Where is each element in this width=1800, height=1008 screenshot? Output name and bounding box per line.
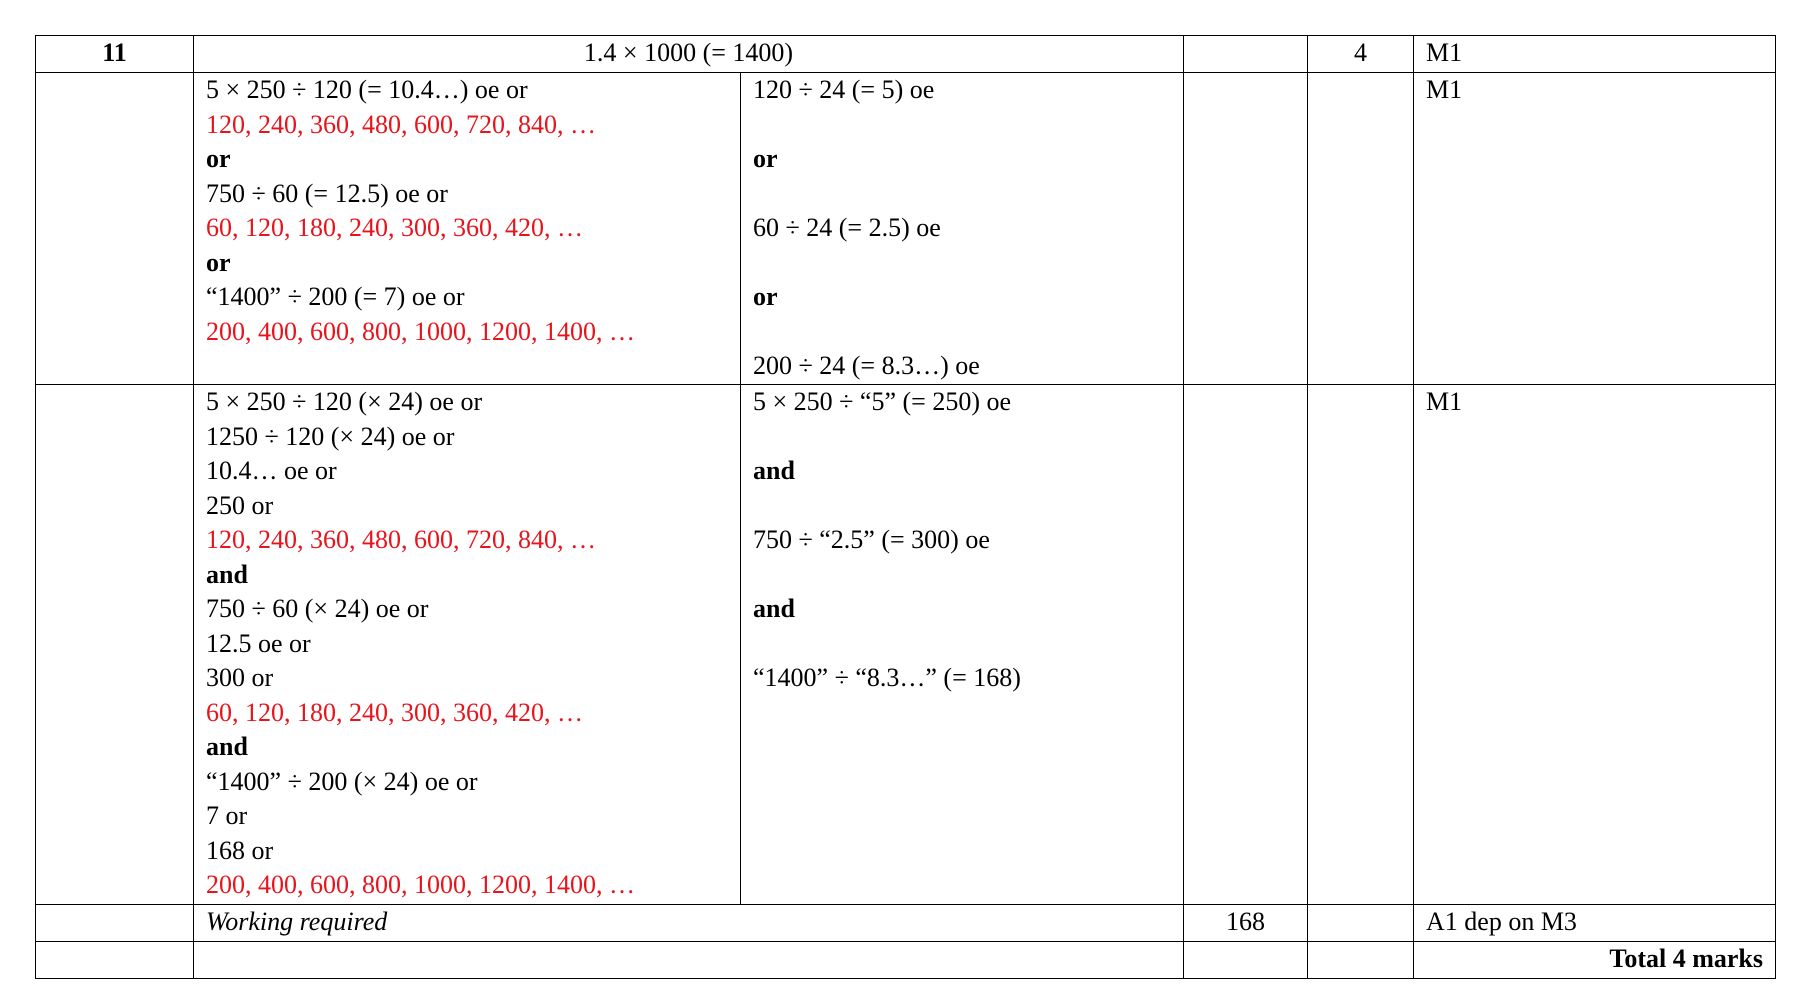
- working-line: “1400” ÷ 200 (× 24) oe or: [206, 766, 478, 796]
- working-line: “1400” ÷ 200 (= 7) oe or: [206, 282, 465, 311]
- working-line: 10.4… oe or: [206, 456, 337, 485]
- working-line: 12.5 oe or: [206, 628, 311, 658]
- working-line: 300 or: [206, 663, 274, 692]
- answer-cell-empty: [1184, 942, 1308, 979]
- working-line: [753, 177, 1171, 212]
- mark-code: M1: [1414, 385, 1776, 905]
- working-line: and: [206, 559, 248, 589]
- mark-cell-empty: [1308, 385, 1414, 905]
- working-line: 5 × 250 ÷ 120 (= 10.4…) oe or: [206, 75, 528, 104]
- working-line: 750 ÷ 60 (× 24) oe or: [206, 594, 429, 623]
- working-line: 750 ÷ “2.5” (= 300) oe: [753, 525, 990, 554]
- answer-cell-empty: [1184, 36, 1308, 73]
- working-line: 120, 240, 360, 480, 600, 720, 840, …: [206, 525, 596, 554]
- question-cell-empty: [36, 942, 194, 979]
- working-line: 60 ÷ 24 (= 2.5) oe: [753, 213, 941, 242]
- working-line: or: [753, 144, 778, 173]
- working-line: [753, 627, 1171, 662]
- working-line: 200, 400, 600, 800, 1000, 1200, 1400, …: [206, 316, 635, 346]
- working-line: 120, 240, 360, 480, 600, 720, 840, …: [206, 109, 596, 139]
- row-question-header: [36, 36, 1776, 73]
- working-main: 1.4 × 1000 (= 1400): [194, 36, 1184, 73]
- working-line: [753, 315, 1171, 350]
- method-left-col: [194, 73, 741, 385]
- working-line: 750 ÷ 60 (= 12.5) oe or: [206, 178, 448, 208]
- mark-cell-empty: [1308, 942, 1414, 979]
- row-method-1: [36, 73, 1776, 385]
- method-left-col: [194, 385, 741, 905]
- row-total: [36, 942, 1776, 979]
- mark-cell-empty: [1308, 905, 1414, 942]
- working-line: [753, 246, 1171, 281]
- working-cell-empty: [194, 942, 1184, 979]
- question-cell-empty: [36, 385, 194, 905]
- working-line: and: [206, 732, 248, 761]
- working-line: 168 or: [206, 835, 274, 865]
- final-answer: 168: [1184, 905, 1308, 942]
- working-line: [753, 420, 1171, 455]
- row-answer: [36, 905, 1776, 942]
- mark-code: M1: [1414, 36, 1776, 73]
- working-line: 1250 ÷ 120 (× 24) oe or: [206, 421, 455, 451]
- question-cell-empty: [36, 73, 194, 385]
- total-mark: 4: [1308, 36, 1414, 73]
- method-right-col: [741, 385, 1184, 905]
- working-line: and: [753, 456, 795, 485]
- row-method-2: [36, 385, 1776, 905]
- working-line: 200, 400, 600, 800, 1000, 1200, 1400, …: [206, 870, 635, 899]
- working-line: [753, 108, 1171, 143]
- answer-cell-empty: [1184, 73, 1308, 385]
- working-line: or: [753, 282, 778, 311]
- working-line: or: [206, 247, 231, 277]
- working-line: [753, 489, 1171, 524]
- working-line: 60, 120, 180, 240, 300, 360, 420, …: [206, 213, 583, 242]
- working-line: and: [753, 594, 795, 623]
- mark-scheme-table: [35, 35, 1776, 979]
- total-marks: Total 4 marks: [1414, 942, 1776, 979]
- working-line: 7 or: [206, 801, 248, 830]
- question-cell-empty: [36, 905, 194, 942]
- working-line: “1400” ÷ “8.3…” (= 168): [753, 663, 1021, 692]
- working-line: [753, 558, 1171, 593]
- question-number: 11: [36, 36, 194, 73]
- working-line: 250 or: [206, 490, 274, 520]
- working-line: 60, 120, 180, 240, 300, 360, 420, …: [206, 697, 583, 727]
- answer-cell-empty: [1184, 385, 1308, 905]
- working-line: 5 × 250 ÷ 120 (× 24) oe or: [206, 387, 483, 416]
- working-line: 120 ÷ 24 (= 5) oe: [753, 75, 935, 104]
- working-line: 5 × 250 ÷ “5” (= 250) oe: [753, 387, 1012, 416]
- mark-code: M1: [1414, 73, 1776, 385]
- mark-cell-empty: [1308, 73, 1414, 385]
- working-line: 200 ÷ 24 (= 8.3…) oe: [753, 351, 980, 380]
- working-line: or: [206, 144, 231, 173]
- working-required-note: Working required: [194, 905, 1184, 942]
- mark-code: A1 dep on M3: [1414, 905, 1776, 942]
- method-right-col: [741, 73, 1184, 385]
